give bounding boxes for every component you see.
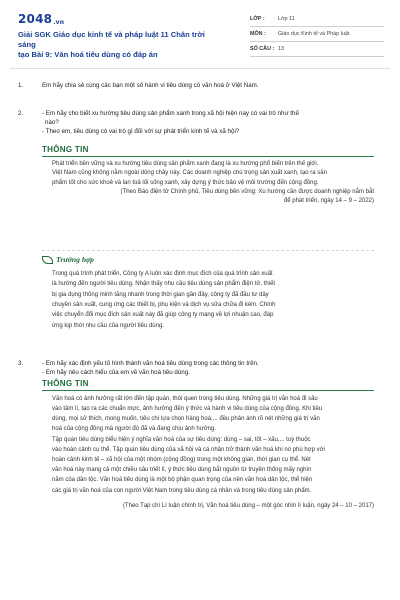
case-text: Trong quá trình phát triển, Công ty A luôn xác định mục đích của quá trình sản xuất là hướng đến người tiêu dùng. Nhận thấy nhu cầu tiêu dùng sản phẩm điện tử, thiết bị gia dụng thông minh tăng nhanh trong thời gian gần đây, công ty đã đầu tư dây chuyền sản xuất, cung ứng các thiết bị, phụ kiện và dịch vụ sửa chữa đi kèm. Chính việc chuyển đổi mục đích sản xuất này đã giúp công ty mang về lợi nhuận cao, đáp ứng kịp thời nhu cầu của người tiêu dùng. xyxy=(52,270,276,329)
meta-row-subject: MÔN : Giáo dục Kinh tế và Pháp luật xyxy=(250,27,384,42)
info-source-1: (Theo Báo điện tử Chính phủ, Tiêu dùng bền vững: Xu hướng cần được doanh nghiệp nắm bắt để phát triển, ngày 14 – 9 – 2022) xyxy=(120,189,374,205)
info-box-2: THÔNG TIN Văn hoá có ảnh hưởng rất lớn đến tập quán, thói quen trong tiêu dùng. Những giá trị văn hoá đi sâu vào tâm lí, tạo ra các chuẩn mực, ảnh hưởng đến ý thức và hành vi tiêu dùng của cộng đồng. Khi tiêu dùng, mọi sở thích, mong muốn, tiêu chí lựa chọn hàng hoá,... đều phản ánh rõ nét những giá trị văn hoá của cộng đồng mà người đó đã và đang chịu ảnh hưởng. Tập quán tiêu dùng biểu hiện ý nghĩa văn hoá của sự tiêu dùng: dùng – sai, tốt – xấu,... tuỳ thuộc vào hoàn cảnh cụ thể. Tập quán tiêu dùng của xã hội và cá nhân trở thành văn hoá khi nó phù hợp với hoàn cảnh kinh tế – xã hội của một nhóm (cộng đồng) trong một không gian, thời gian cụ thể. Nét văn hoá này mang cả một chiều sâu triết lí, ý thức tiêu dùng bắt nguồn từ truyền thống mấy nghìn năm của dân tộc. Văn hoá tiêu dùng là một bộ phận quan trọng của nền văn hoá dân tộc, thể hiện các giá trị văn hoá của con người Việt Nam trong tiêu dùng cá nhân và trong tiêu dùng sản phẩm. (Theo Tạp chí Lí luận chính trị, Văn hoá tiêu dùng – một góc nhìn lí luận, ngày 24 – 10 – 2017) xyxy=(42,380,374,511)
page-header xyxy=(18,12,384,64)
question-3-prompt: - Em hãy xác định yếu tố hình thành văn hoá tiêu dùng trong các thông tin trên. - Em hãy nêu cách hiểu của em về văn hoá tiêu dùng. xyxy=(42,360,259,376)
case-title: Trường hợp xyxy=(42,256,374,265)
leaf-icon xyxy=(42,256,53,264)
question-2: 2. - Em hãy cho biết xu hướng tiêu dùng sản phẩm xanh trong xã hội hiện nay có vai trò như thế nào? - Theo em, tiêu dùng có vai trò gì đối với sự phát triển kinh tế và xã hội? THÔNG TIN Phát triển bền vững và xu hướng tiêu dùng sản phẩm xanh đang là xu hướng phổ biến trên thế giới. Việt Nam cũng không nằm ngoài dòng chảy này. Các doanh nghiệp chú trọng sản xuất xanh, tạo ra sản phẩm tốt cho sức khoẻ và lan toả lối sống xanh, xây dựng ý thức bảo vệ môi trường đến cộng đồng. (Theo Báo điện tử Chính phủ, Tiêu dùng bền vững: Xu hướng cần được doanh nghiệp nắm bắt để phát triển, ngày 14 – 9 – 2022) Trường hợp Trong quá trình phát triển, Công ty A luôn xác định mục đích của quá trình sản xuất là hướng đến người tiêu dùng. Nhận thấy nhu cầu tiêu dùng sản phẩm điện tử, thiết bị gia dụng thông minh tăng nhanh trong thời gian gần đây, công ty đã đầu tư dây chuyền sản xuất, cung ứng các thiết bị, phụ kiện và dịch vụ sửa chữa đi kèm. Chính việc chuyển đổi mục đích sản xuất này đã giúp công ty mang về lợi nhuận cao, đáp ứng kịp thời nhu cầu của người tiêu dùng. xyxy=(18,110,384,550)
info-text-1: Phát triển bền vững và xu hướng tiêu dùng sản phẩm xanh đang là xu hướng phổ biến trên thế giới. Việt Nam cũng không nằm ngoài dòng chảy này. Các doanh nghiệp chú trọng sản xuất xanh, tạo ra sản phẩm tốt cho sức khoẻ và lan toả lối sống xanh, xây dựng ý thức bảo vệ môi trường đến cộng đồng. xyxy=(52,160,327,186)
site-logo[interactable]: 2048.vn xyxy=(18,12,65,26)
meta-row-class: LỚP : Lớp 11 xyxy=(250,12,384,27)
question-1: 1. Em hãy chia sẻ cùng các bạn một số hành vi tiêu dùng có văn hoá ở Việt Nam. xyxy=(18,82,259,89)
meta-row-count: SỐ CÂU : 13 xyxy=(250,42,384,57)
case-box xyxy=(42,256,374,331)
info-box-1: THÔNG TIN Phát triển bền vững và xu hướng tiêu dùng sản phẩm xanh đang là xu hướng phổ biến trên thế giới. Việt Nam cũng không nằm ngoài dòng chảy này. Các doanh nghiệp chú trọng sản xuất xanh, tạo ra sản phẩm tốt cho sức khoẻ và lan toả lối sống xanh, xây dựng ý thức bảo vệ môi trường đến cộng đồng. (Theo Báo điện tử Chính phủ, Tiêu dùng bền vững: Xu hướng cần được doanh nghiệp nắm bắt để phát triển, ngày 14 – 9 – 2022) xyxy=(42,146,374,207)
question-3: 3. - Em hãy xác định yếu tố hình thành văn hoá tiêu dùng trong các thông tin trên. - Em hãy nêu cách hiểu của em về văn hoá tiêu dùng. THÔNG TIN Văn hoá có ảnh hưởng rất lớn đến tập quán, thói quen trong tiêu dùng. Những giá trị văn hoá đi sâu vào tâm lí, tạo ra các chuẩn mực, ảnh hưởng đến ý thức và hành vi tiêu dùng của cộng đồng. Khi tiêu dùng, mọi sở thích, mong muốn, tiêu chí lựa chọn hàng hoá,... đều phản ánh rõ nét những giá trị văn hoá của cộng đồng mà người đó đã và đang chịu ảnh hưởng. Tập quán tiêu dùng biểu hiện ý nghĩa văn hoá của sự tiêu dùng: dùng – sai, tốt – xấu,... tuỳ thuộc vào hoàn cảnh cụ thể. Tập quán tiêu dùng của xã hội và cá nhân trở thành văn hoá khi nó phù hợp với hoàn cảnh kinh tế – xã hội của một nhóm (cộng đồng) trong một không gian, thời gian cụ thể. Nét văn hoá này mang cả một chiều sâu triết lí, ý thức tiêu dùng bắt nguồn từ truyền thống mấy nghìn năm của dân tộc. Văn hoá tiêu dùng là một bộ phận quan trọng của nền văn hoá dân tộc, thể hiện các giá trị văn hoá của con người Việt Nam trong tiêu dùng cá nhân và trong tiêu dùng sản phẩm. (Theo Tạp chí Lí luận chính trị, Văn hoá tiêu dùng – một góc nhìn lí luận, ngày 24 – 10 – 2017) xyxy=(18,360,384,596)
info-source-2: (Theo Tạp chí Lí luận chính trị, Văn hoá tiêu dùng – một góc nhìn lí luận, ngày 24 – 10 – 2017) xyxy=(122,502,374,509)
meta-info xyxy=(250,12,384,57)
document-title: Giải SGK Giáo dục kinh tế và pháp luật 11 Chân trời sáng tạo Bài 9: Văn hoá tiêu dùng có đáp án xyxy=(18,30,205,59)
question-2-prompt: - Em hãy cho biết xu hướng tiêu dùng sản phẩm xanh trong xã hội hiện nay có vai trò như thế nào? - Theo em, tiêu dùng có vai trò gì đối với sự phát triển kinh tế và xã hội? xyxy=(42,110,299,135)
info-text-2: Văn hoá có ảnh hưởng rất lớn đến tập quán, thói quen trong tiêu dùng. Những giá trị văn hoá đi sâu vào tâm lí, tạo ra các chuẩn mực, ảnh hưởng đến ý thức và hành vi tiêu dùng của cộng đồng. Khi tiêu dùng, mọi sở thích, mong muốn, tiêu chí lựa chọn hàng hoá,... đều phản ánh rõ nét những giá trị văn hoá của cộng đồng mà người đó đã và đang chịu ảnh hưởng. Tập quán tiêu dùng biểu hiện ý nghĩa văn hoá của sự tiêu dùng: dùng – sai, tốt – xấu,... tuỳ thuộc vào hoàn cảnh cụ thể. Tập quán tiêu dùng của xã hội và cá nhân trở thành văn hoá khi nó phù hợp với hoàn cảnh kinh tế – xã hội của một nhóm (cộng đồng) trong một không gian, thời gian cụ thể. Nét văn hoá này mang cả một chiều sâu triết lí, ý thức tiêu dùng bắt nguồn từ truyền thống mấy nghìn năm của dân tộc. Văn hoá tiêu dùng là một bộ phận quan trọng của nền văn hoá dân tộc, thể hiện các giá trị văn hoá của con người Việt Nam trong tiêu dùng cá nhân và trong tiêu dùng sản phẩm. xyxy=(52,395,325,494)
header-divider xyxy=(10,68,390,69)
